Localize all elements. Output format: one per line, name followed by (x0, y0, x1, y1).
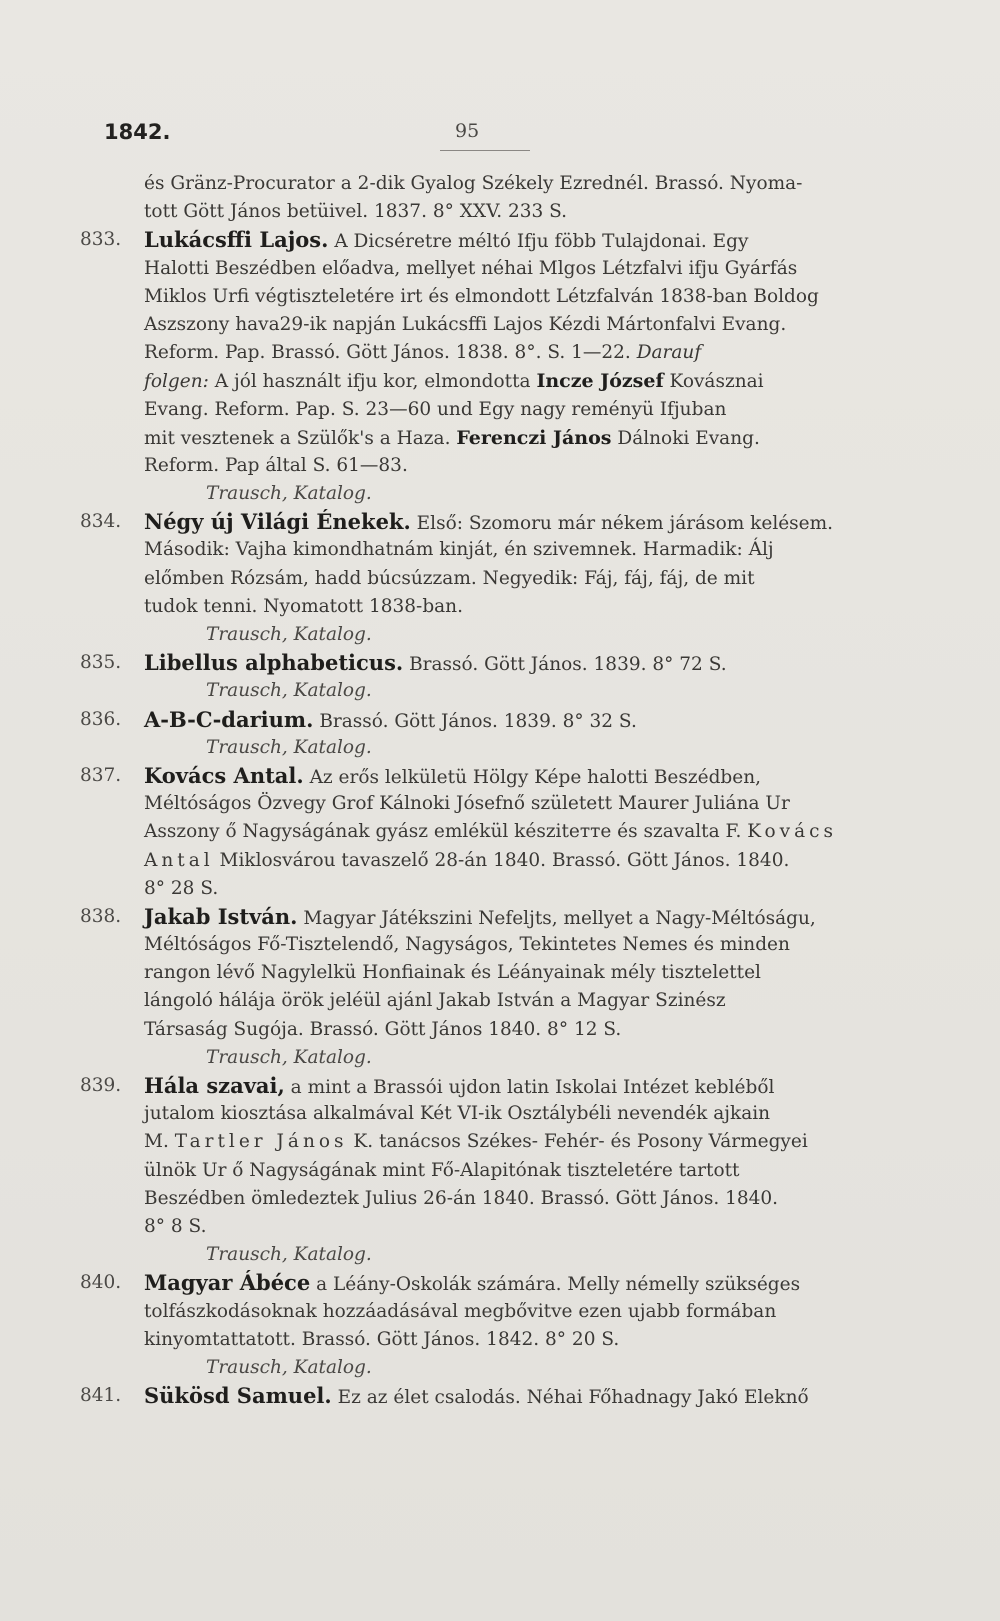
text-line (80, 255, 870, 283)
spaced-name: Antal (144, 849, 214, 871)
text-line (80, 283, 870, 311)
text-line (80, 452, 870, 480)
entry-line (80, 762, 870, 790)
line-text: Halotti Beszédben előadva, mellyet néhai Mlgos Létzfalvi ifju Gyárfás (144, 257, 798, 279)
entry-number: 834. (80, 511, 122, 533)
text-line (80, 818, 870, 846)
line-text: rangon lévő Nagylelkü Honfiainak és Léányainak mély tisztelettel (144, 962, 761, 984)
line-text: tudok tenni. Nyomatott 1838-ban. (144, 595, 463, 617)
text-line (80, 1016, 870, 1044)
line-text: A jól használt ifju kor, elmondotta (208, 371, 537, 393)
line-text: Evang. Reform. Pap. S. 23—60 und Egy nagy reményü Ifjuban (144, 398, 727, 420)
text-line (80, 875, 870, 903)
line-text: Első: Szomoru már nékem járásom kelésem. (410, 513, 834, 535)
text-line (80, 1157, 870, 1185)
line-text: K. tanácsos Székes- Fehér- és Posony Vármegyei (347, 1131, 808, 1153)
line-text: Beszédben ömledeztek Julius 26-án 1840. Brassó. Gött János. 1840. (144, 1187, 779, 1209)
text-line (80, 1128, 870, 1156)
entry-line (80, 508, 870, 536)
catalog-citation: Trausch, Katalog. (206, 1356, 372, 1378)
text-line (80, 536, 870, 564)
text-line (80, 1100, 870, 1128)
catalog-citation: Trausch, Katalog. (206, 680, 372, 702)
line-text: Dálnoki Evang. (611, 427, 760, 449)
line-text: Brassó. Gött János. 1839. 8° 72 S. (403, 654, 727, 676)
text-line (80, 987, 870, 1015)
line-text: 8° 8 S. (144, 1215, 207, 1237)
entry-heading: Jakab István. (144, 903, 298, 929)
line-text: Miklos Urfi végtiszteletére irt és elmondott Létzfalván 1838-ban Boldog (144, 285, 819, 307)
catalog-citation: Trausch, Katalog. (206, 736, 372, 758)
entry-heading: Lukácsffi Lajos. (144, 227, 329, 253)
line-text: jutalom kiosztása alkalmával Két VI-ik Osztálybéli nevendék ajkain (144, 1103, 771, 1125)
entry-line (80, 226, 870, 254)
entry-line (80, 649, 870, 677)
italic-text: Darauf (636, 342, 702, 364)
entry-number: 833. (80, 229, 122, 251)
line-text: előmben Rózsám, hadd búcsúzzam. Negyedik: Fáj, fáj, fáj, de mit (144, 567, 755, 589)
line-text: a Léány-Oskolák számára. Melly némelly szükséges (310, 1274, 801, 1296)
line-text: kinyomtattatott. Brassó. Gött János. 1842. 8° 20 S. (144, 1328, 620, 1350)
italic-text: folgen: (144, 371, 209, 393)
header-year: 1842. (104, 120, 171, 144)
text-line (80, 170, 870, 198)
text-line (80, 931, 870, 959)
catalog-citation: Trausch, Katalog. (206, 1244, 372, 1266)
line-text: A Dicséretre méltó Ifju föbb Tulajdonai. Egy (328, 231, 749, 253)
line-text: ülnök Ur ő Nagyságának mint Fő-Alapitónak tiszteletére tartott (144, 1159, 740, 1181)
spaced-name: Kovács (747, 821, 838, 843)
line-text: Az erős lelkületü Hölgy Képe halotti Beszédben, (303, 766, 761, 788)
entry-line (80, 1072, 870, 1100)
catalog-citation: Trausch, Katalog. (206, 624, 372, 645)
page-number: 95 (455, 120, 480, 142)
entry-line (80, 706, 870, 734)
line-text: Asszony ő Nagyságának gyász emlékül késziteтте és szavalta F. (144, 821, 748, 843)
entry-number: 840. (80, 1272, 122, 1294)
line-text: M. (144, 1131, 175, 1153)
text-line (80, 1213, 870, 1241)
line-text: Második: Vajha kimondhatnám kinját, én szivemnek. Harmadik: Álj (144, 539, 774, 561)
entry-heading: Hála szavai, (144, 1073, 285, 1098)
entry-number: 838. (80, 905, 122, 927)
text-line (80, 1298, 870, 1326)
text-line (80, 424, 870, 452)
text-line (80, 959, 870, 987)
line-text: mit vesztenek a Szülők's a Haza. (144, 427, 457, 449)
line-text: 8° 28 S. (144, 877, 219, 899)
line-text: Reform. Pap. Brassó. Gött János. 1838. 8°. S. 1—22. (144, 342, 637, 364)
line-text: Méltóságos Özvegy Grof Kálnoki Jósefnő született Maurer Juliána Ur (144, 793, 790, 815)
text-line (80, 367, 870, 395)
line-text: Ez az élet csalodás. Néhai Főhadnagy Jakó Eleknő (331, 1387, 809, 1409)
text-line (80, 1326, 870, 1354)
entry-heading: Libellus alphabeticus. (144, 650, 404, 676)
entry-line (80, 1382, 870, 1410)
catalog-citation: Trausch, Katalog. (206, 1046, 372, 1068)
catalog-citation: Trausch, Katalog. (206, 483, 372, 505)
text-line (80, 198, 870, 226)
line-text: a mint a Brassói ujdon latin Iskolai Intézet kebléből (284, 1077, 775, 1098)
line-text: Magyar Játékszini Nefeljts, mellyet a Nagy-Méltóságu, (297, 907, 816, 929)
header-rule (440, 150, 530, 151)
spaced-name: Tartler János (174, 1131, 348, 1153)
bold-name: Ferenczi János (456, 426, 612, 449)
line-text: és Gränz-Procurator a 2-dik Gyalog Székely Ezrednél. Brassó. Nyoma- (144, 173, 803, 194)
line-text: Méltóságos Fő-Tisztelendő, Nagyságos, Tekintetes Nemes és minden (144, 934, 790, 956)
entry-number: 836. (80, 708, 122, 730)
entry-line (80, 1269, 870, 1297)
line-text: Kovásznai (663, 371, 764, 393)
text-line (80, 339, 870, 367)
entry-number: 839. (80, 1075, 122, 1096)
text-line (80, 396, 870, 424)
entry-heading: Magyar Ábéce (144, 1270, 311, 1296)
entry-heading: Négy új Világi Énekek. (144, 509, 411, 535)
line-text: lángoló hálája örök jeléül ajánl Jakab István a Magyar Szinész (144, 990, 726, 1012)
text-line (80, 565, 870, 593)
line-text: Miklosvárou tavaszelő 28-án 1840. Brassó. Gött János. 1840. (213, 849, 790, 871)
bibliography-text (80, 170, 870, 1410)
bold-name: Incze József (536, 370, 664, 393)
text-line (80, 593, 870, 621)
line-text: Aszszony hava29-ik napján Lukácsffi Lajos Kézdi Mártonfalvi Evang. (144, 313, 787, 335)
line-text: Társaság Sugója. Brassó. Gött János 1840. 8° 12 S. (144, 1018, 622, 1040)
entry-number: 835. (80, 652, 122, 674)
text-line (80, 1185, 870, 1213)
entry-number: 841. (80, 1385, 122, 1407)
text-line (80, 311, 870, 339)
entry-heading: Sükösd Samuel. (144, 1383, 332, 1409)
entry-heading: Kovács Antal. (144, 762, 304, 788)
line-text: Brassó. Gött János. 1839. 8° 32 S. (313, 710, 637, 732)
running-header (104, 120, 884, 160)
line-text: tolfászkodásoknak hozzáadásával megbővitve ezen ujabb formában (144, 1300, 777, 1322)
entry-line (80, 903, 870, 931)
entry-heading: A-B-C-darium. (144, 706, 314, 732)
line-text: Reform. Pap által S. 61—83. (144, 454, 408, 476)
line-text: tott Gött János betüivel. 1837. 8° XXV. 233 S. (144, 201, 568, 223)
text-line (80, 847, 870, 875)
entry-number: 837. (80, 764, 122, 786)
text-line (80, 790, 870, 818)
